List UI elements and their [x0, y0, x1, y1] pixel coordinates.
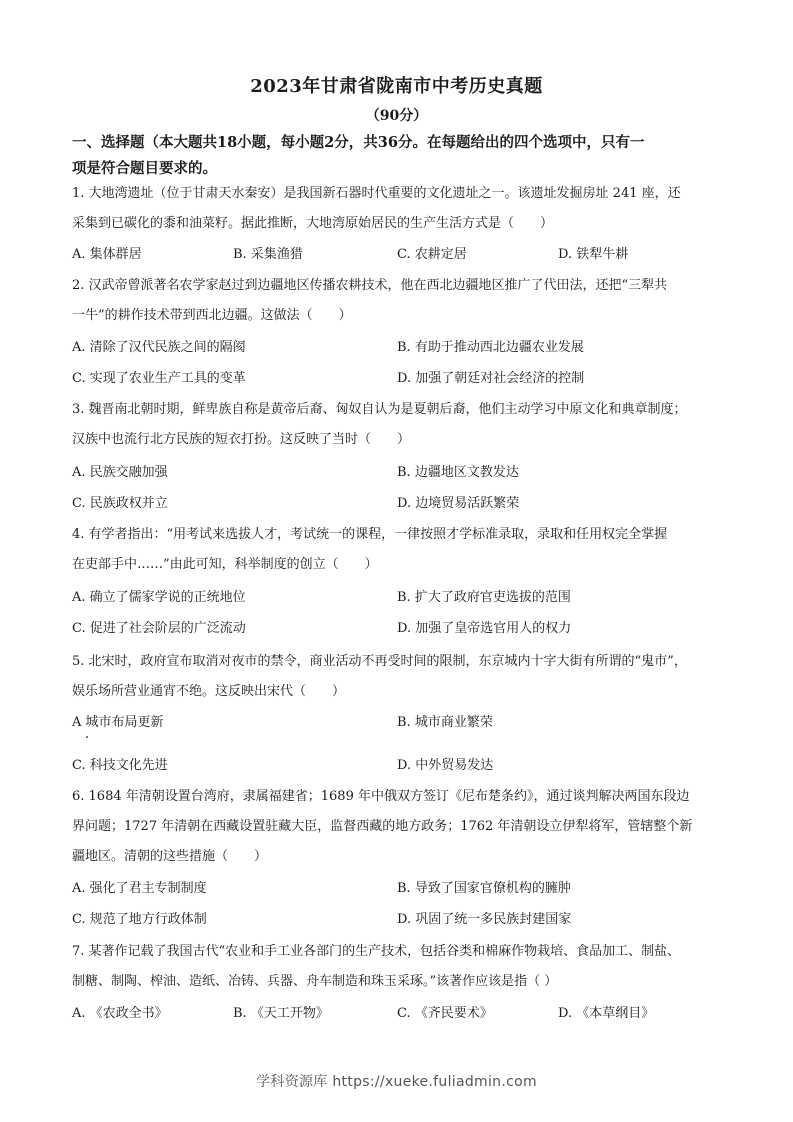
- question-1-option-a[interactable]: A. 集体群居: [72, 247, 142, 262]
- question-7-option-a[interactable]: A. 《农政全书》: [72, 1006, 168, 1021]
- footer-watermark: 学科资源库 https://xueke.fuliadmin.com: [256, 1074, 537, 1090]
- question-2-line-1: 2. 汉武帝曾派著名农学家赵过到边疆地区传播农耕技术，他在西北边疆地区推广了代田法，还把“三犁共: [72, 278, 668, 293]
- question-2-option-b[interactable]: B. 有助于推动西北边疆农业发展: [397, 340, 584, 355]
- question-4-option-a[interactable]: A. 确立了儒家学说的正统地位: [72, 590, 246, 605]
- question-4-line-2: 在吏部手中……”由此可知，科举制度的创立（ ）: [72, 557, 378, 572]
- question-1-option-b[interactable]: B. 采集渔猎: [233, 247, 303, 262]
- section-heading-line-1: 一、选择题（本大题共18小题，每小题2分，共36分。在每题给出的四个选项中，只有一: [72, 134, 645, 151]
- question-3-line-2: 汉族中也流行北方民族的短衣打扮。这反映了当时（ ）: [72, 432, 411, 447]
- section-heading: [72, 130, 732, 182]
- question-3-option-a[interactable]: A. 民族交融加强: [72, 465, 168, 480]
- question-2-option-c[interactable]: C. 实现了农业生产工具的变革: [72, 371, 246, 386]
- question-4-option-d[interactable]: D. 加强了皇帝选官用人的权力: [397, 621, 572, 636]
- question-3-line-1: 3. 魏晋南北朝时期，鲜卑族自称是黄帝后裔、匈奴自认为是夏朝后裔，他们主动学习中原文化和典章制度；: [72, 402, 687, 417]
- question-7-option-b[interactable]: B. 《天工开物》: [233, 1006, 329, 1021]
- question-3-option-d[interactable]: D. 边境贸易活跃繁荣: [397, 496, 520, 511]
- question-1-line-1: 1. 大地湾遗址（位于甘肃天水秦安）是我国新石器时代重要的文化遗址之一。该遗址发掘房址 241 座，还: [72, 186, 681, 201]
- question-1-line-2: 采集到已碳化的黍和油菜籽。据此推断，大地湾原始居民的生产生活方式是（ ）: [72, 216, 554, 231]
- question-1-option-c[interactable]: C. 农耕定居: [397, 247, 467, 262]
- question-2-line-2: 一牛”的耕作技术带到西北边疆。这做法（ ）: [72, 308, 352, 323]
- page-subtitle: （90分）: [365, 108, 428, 124]
- question-5-option-d[interactable]: D. 中外贸易发达: [397, 758, 494, 773]
- question-6-line-2: 界问题；1727 年清朝在西藏设置驻藏大臣，监督西藏的地方政务；1762 年清朝设立伊犁将军，管辖整个新: [72, 819, 693, 834]
- question-7-option-c[interactable]: C. 《齐民要术》: [397, 1006, 493, 1021]
- scan-speck: [86, 736, 88, 738]
- question-5-option-c[interactable]: C. 科技文化先进: [72, 758, 168, 773]
- question-3-option-c[interactable]: C. 民族政权并立: [72, 496, 168, 511]
- question-5-option-a[interactable]: A 城市布局更新: [72, 715, 164, 730]
- question-2-option-a[interactable]: A. 清除了汉代民族之间的隔阂: [72, 340, 246, 355]
- question-6-option-d[interactable]: D. 巩固了统一多民族封建国家: [397, 912, 572, 927]
- question-4-option-b[interactable]: B. 扩大了政府官吏选拔的范围: [397, 590, 571, 605]
- question-5-line-1: 5. 北宋时，政府宣布取消对夜市的禁令，商业活动不再受时间的限制，东京城内十字大街有所谓的“鬼市”，: [72, 654, 687, 669]
- question-6-option-a[interactable]: A. 强化了君主专制制度: [72, 881, 207, 896]
- question-5-line-2: 娱乐场所营业通宵不绝。这反映出宋代（ ）: [72, 684, 346, 699]
- question-6-option-c[interactable]: C. 规范了地方行政体制: [72, 912, 207, 927]
- question-2-option-d[interactable]: D. 加强了朝廷对社会经济的控制: [397, 371, 585, 386]
- question-7-line-1: 7. 某著作记载了我国古代“农业和手工业各部门的生产技术，包括谷类和棉麻作物栽培、食品加工、制盐、: [72, 944, 681, 959]
- question-6-option-b[interactable]: B. 导致了国家官僚机构的臃肿: [397, 881, 571, 896]
- question-6-line-3: 疆地区。清朝的这些措施（ ）: [72, 849, 268, 864]
- section-heading-line-2: 项是符合题目要求的。: [72, 160, 217, 177]
- question-5-option-b[interactable]: B. 城市商业繁荣: [397, 715, 493, 730]
- question-7-option-d[interactable]: D. 《本草纲目》: [558, 1006, 655, 1021]
- question-7-line-2: 制糖、制陶、榨油、造纸、冶铸、兵器、舟车制造和珠玉采琢。”该著作应该是指（ ）: [72, 974, 558, 989]
- question-1-option-d[interactable]: D. 铁犁牛耕: [558, 247, 629, 262]
- question-3-option-b[interactable]: B. 边疆地区文教发达: [397, 465, 519, 480]
- page-title: 2023年甘肃省陇南市中考历史真题: [250, 76, 543, 97]
- question-4-line-1: 4. 有学者指出：“用考试来选拔人才，考试统一的课程，一律按照才学标准录取，录取和任用权完全掌握: [72, 527, 668, 542]
- question-6-line-1: 6. 1684 年清朝设置台湾府，隶属福建省；1689 年中俄双方签订《尼布楚条约》，通过谈判解决两国东段边: [72, 789, 690, 804]
- question-4-option-c[interactable]: C. 促进了社会阶层的广泛流动: [72, 621, 246, 636]
